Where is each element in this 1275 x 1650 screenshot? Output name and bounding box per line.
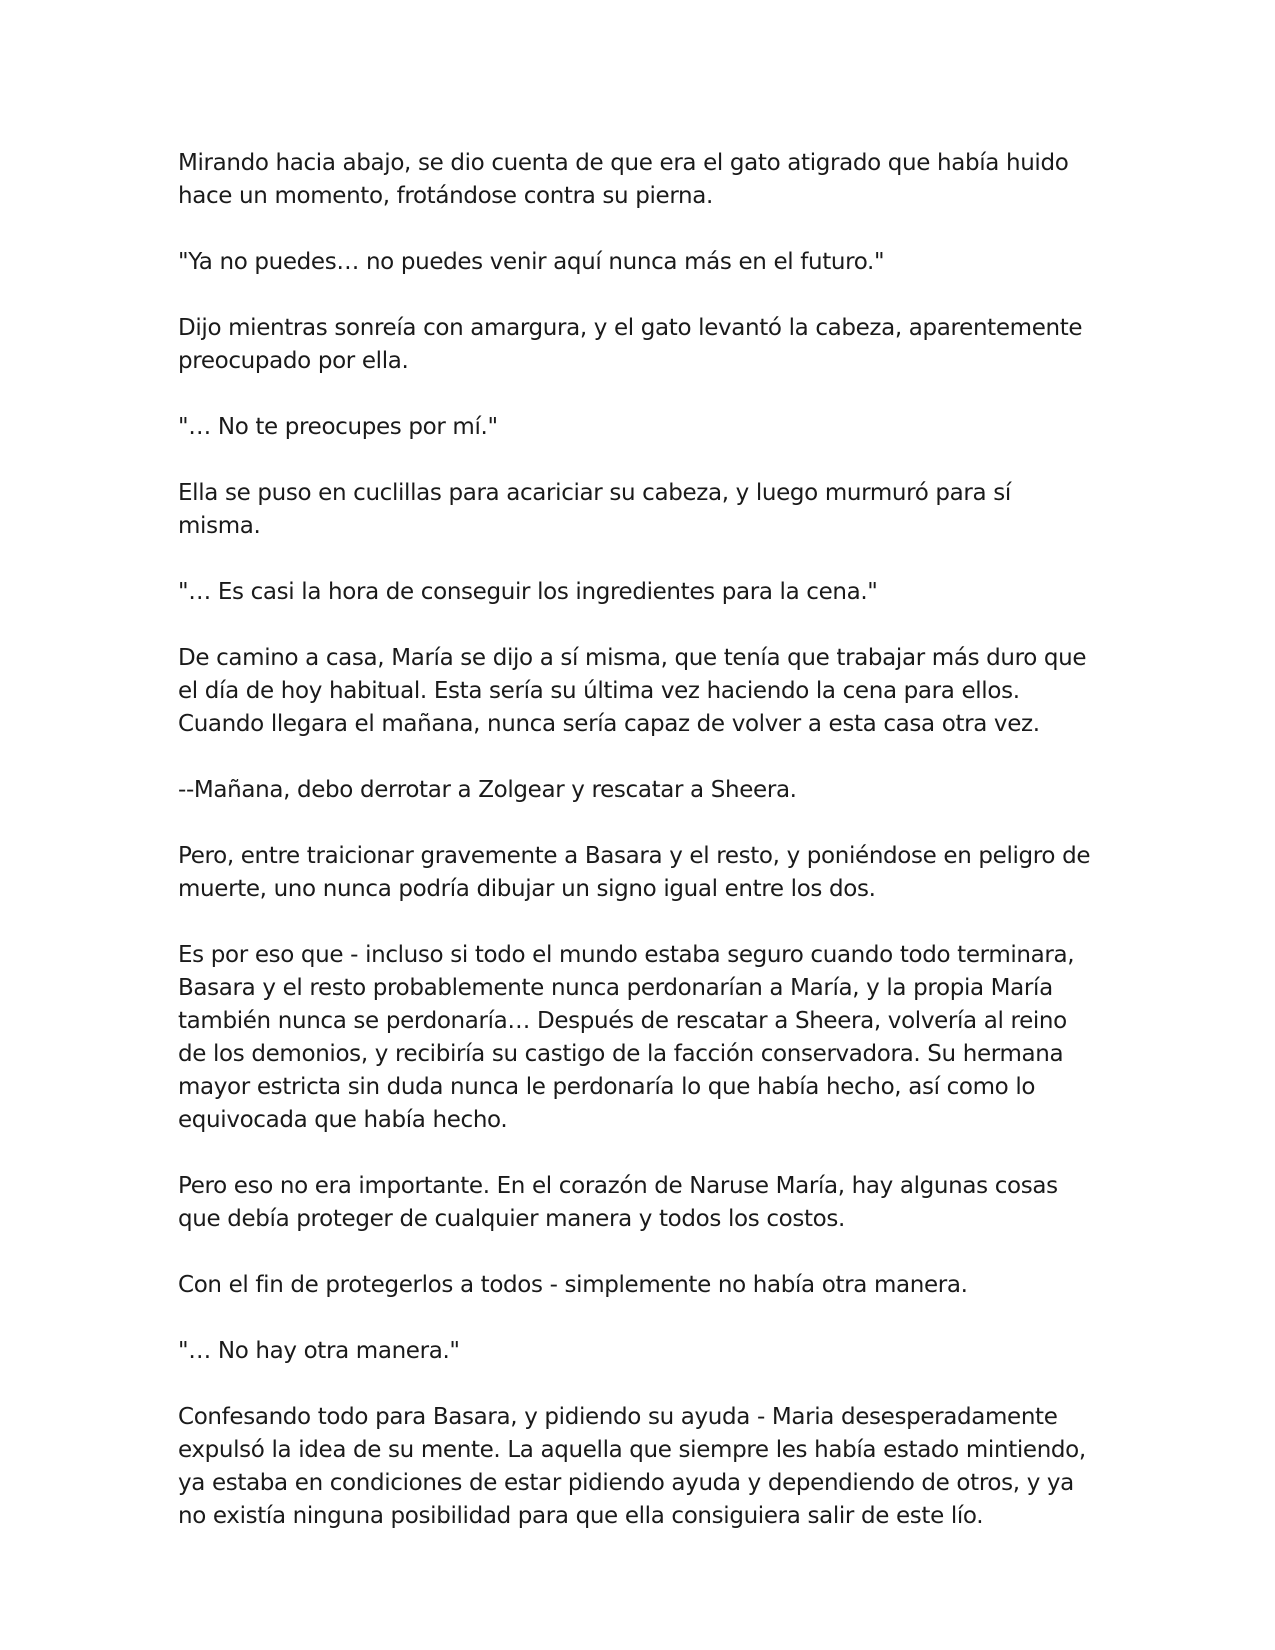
paragraph-12: Con el fin de protegerlos a todos - simplemente no había otra manera. — [178, 1272, 968, 1298]
paragraph-4: "… No te preocupes por mí." — [178, 414, 498, 440]
document-body — [178, 147, 1098, 1533]
paragraph-5: Ella se puso en cuclillas para acariciar su cabeza, y luego murmuró para sí misma. — [178, 480, 1011, 539]
paragraph-3: Dijo mientras sonreía con amargura, y el gato levantó la cabeza, aparentemente preocupado por ella. — [178, 315, 1083, 374]
paragraph-8: --Mañana, debo derrotar a Zolgear y rescatar a Sheera. — [178, 777, 797, 803]
paragraph-11: Pero eso no era importante. En el corazón de Naruse María, hay algunas cosas que debía proteger de cualquier manera y todos los costos. — [178, 1173, 1058, 1232]
paragraph-1: Mirando hacia abajo, se dio cuenta de que era el gato atigrado que había huido hace un momento, frotándose contra su pierna. — [178, 150, 1069, 209]
paragraph-2: "Ya no puedes… no puedes venir aquí nunca más en el futuro." — [178, 249, 885, 275]
paragraph-14: Confesando todo para Basara, y pidiendo su ayuda - Maria desesperadamente expulsó la idea de su mente. La aquella que siempre les había estado mintiendo, ya estaba en condiciones de estar pidiendo ayuda y dependiendo de otros, y ya no existía ninguna posibilidad para que ella consiguiera salir de este lío. — [178, 1404, 1086, 1529]
paragraph-6: "… Es casi la hora de conseguir los ingredientes para la cena." — [178, 579, 878, 605]
paragraph-7: De camino a casa, María se dijo a sí misma, que tenía que trabajar más duro que el día de hoy habitual. Esta sería su última vez haciendo la cena para ellos. Cuando llegara el mañana, nunca sería capaz de volver a esta casa otra vez. — [178, 645, 1087, 737]
paragraph-13: "… No hay otra manera." — [178, 1338, 460, 1364]
paragraph-9: Pero, entre traicionar gravemente a Basara y el resto, y poniéndose en peligro de muerte, uno nunca podría dibujar un signo igual entre los dos. — [178, 843, 1091, 902]
paragraph-10: Es por eso que - incluso si todo el mundo estaba seguro cuando todo terminara, Basara y el resto probablemente nunca perdonarían a María, y la propia María también nunca se perdonaría… Después de rescatar a Sheera, volvería al reino de los demonios, y recibiría su castigo de la facción conservadora. Su hermana mayor estricta sin duda nunca le perdonaría lo que había hecho, así como lo equivocada que había hecho. — [178, 942, 1075, 1133]
